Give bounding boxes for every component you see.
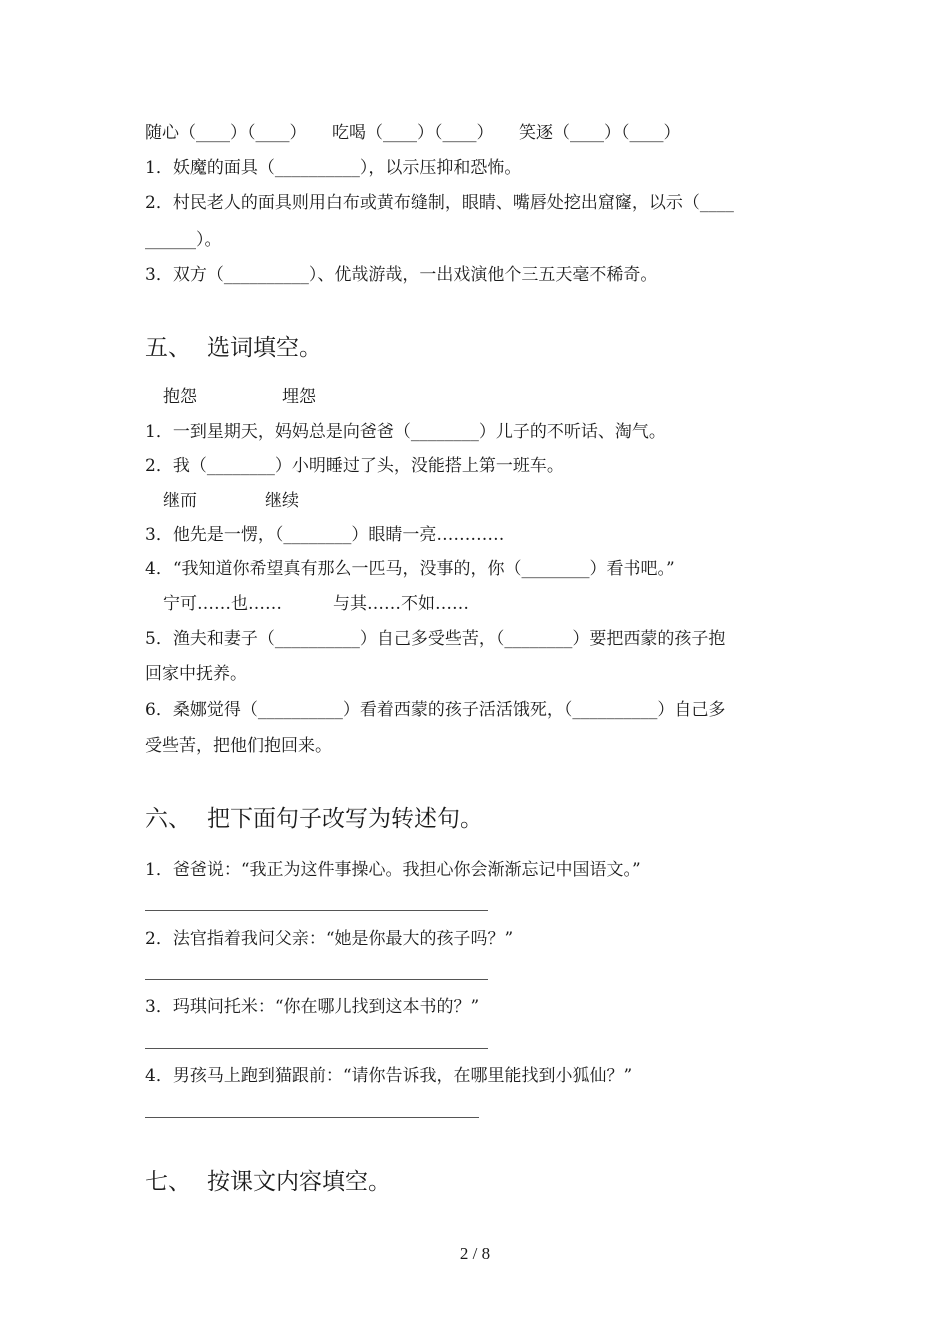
section-title: 选词填空。 [207,335,322,361]
s5-question-2: 2．我（________）小明睡过了头，没能搭上第一班车。 [145,456,564,476]
page-number: 2 / 8 [459,1244,491,1263]
section-5-heading [145,333,322,363]
s6-question-4: 4．男孩马上跑到猫跟前：“请你告诉我，在哪里能找到小狐仙？” [145,1066,633,1086]
s5-question-5: 5．渔夫和妻子（__________）自己多受些苦，（________）要把西蒙的孩子抱 [145,629,726,649]
section-title: 把下面句子改写为转述句。 [207,806,483,832]
word-choice-a: 抱怨 埋怨 [163,387,316,407]
answer-line[interactable] [145,979,488,980]
section-number: 五、 [145,335,191,361]
question-2: 2．村民老人的面具则用白布或黄布缝制，眼睛、嘴唇处挖出窟窿，以示（____ [145,193,734,213]
section-title: 按课文内容填空。 [207,1169,391,1195]
s5-question-4: 4．“我知道你希望真有那么一匹马，没事的，你（________）看书吧。” [145,559,675,579]
s5-question-5-continued: 回家中抚养。 [145,664,247,684]
s5-question-6-continued: 受些苦，把他们抱回来。 [145,736,332,756]
word-choice-c: 宁可……也…… 与其……不如…… [163,594,469,614]
s6-question-1: 1．爸爸说：“我正为这件事操心。我担心你会渐渐忘记中国语文。” [145,860,641,880]
section-number: 六、 [145,806,191,832]
answer-line[interactable] [145,1048,488,1049]
section-7-heading [145,1167,391,1197]
s5-question-6: 6．桑娜觉得（__________）看着西蒙的孩子活活饿死，（__________）自己多 [145,700,726,720]
question-2-continued: ______）。 [145,230,222,250]
answer-line[interactable] [145,1117,479,1118]
s5-question-1: 1．一到星期天，妈妈总是向爸爸（________）儿子的不听话、淘气。 [145,422,666,442]
answer-line[interactable] [145,910,488,911]
s6-question-3: 3．玛琪问托米：“你在哪儿找到这本书的？” [145,997,480,1017]
s6-question-2: 2．法官指着我问父亲：“她是你最大的孩子吗？” [145,929,514,949]
pinyin-word-row: 随心（____）（____） 吃喝（____）（____） 笑逐（____）（____） [145,123,681,143]
question-3: 3．双方（__________）、优哉游哉，一出戏演他个三五天毫不稀奇。 [145,265,658,285]
question-1: 1．妖魔的面具（__________），以示压抑和恐怖。 [145,158,522,178]
s5-question-3: 3．他先是一愣，（________）眼睛一亮………… [145,525,505,545]
section-number: 七、 [145,1169,191,1195]
section-6-heading [145,804,483,834]
word-choice-b: 继而 继续 [163,491,299,511]
